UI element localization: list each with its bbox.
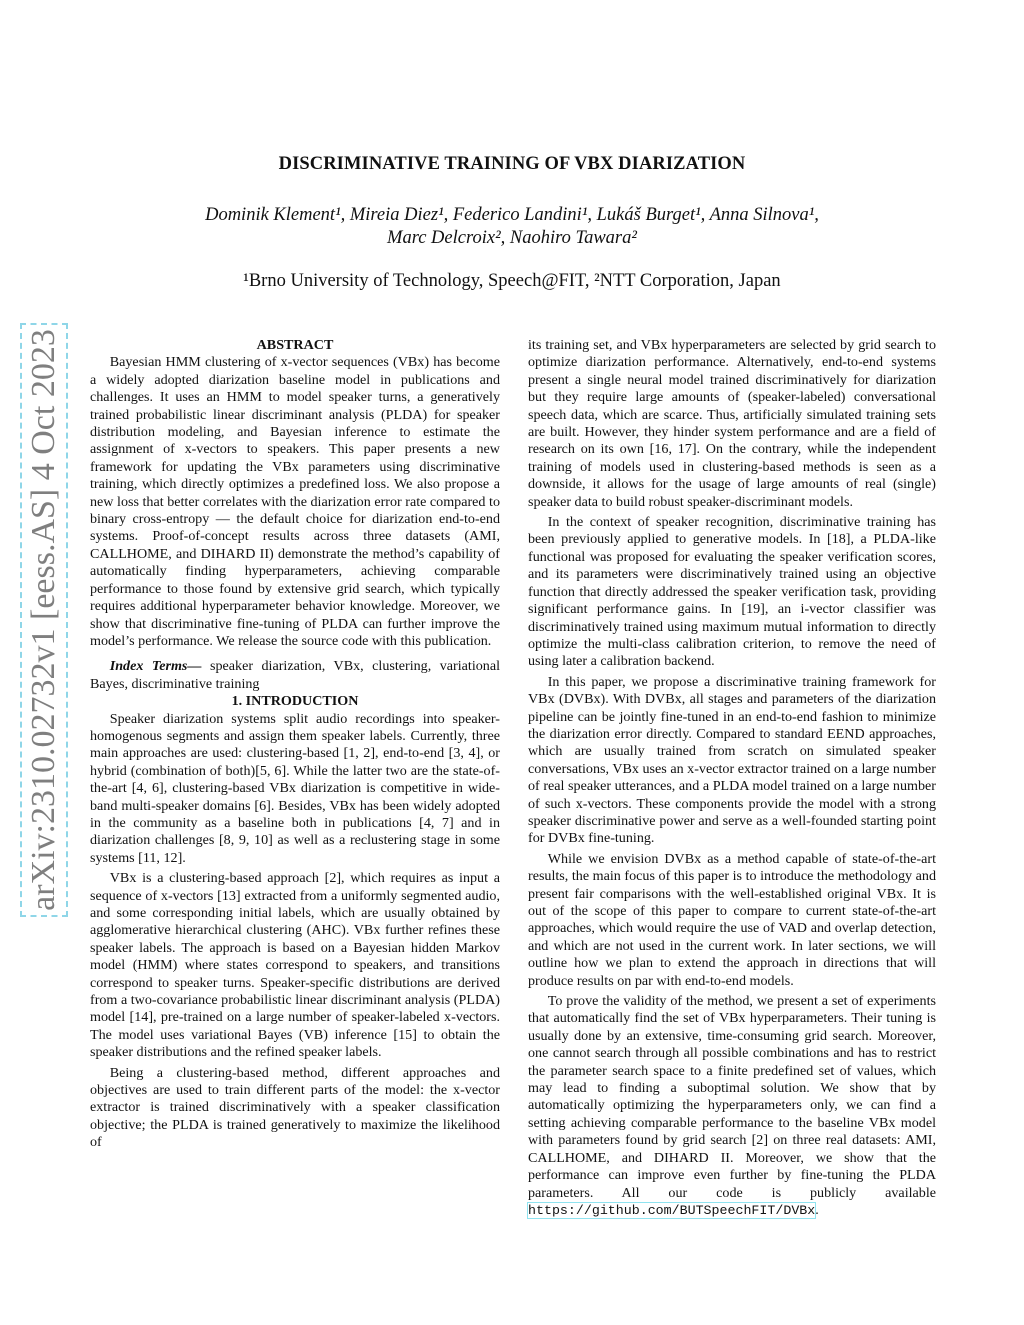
right-column [528, 337, 936, 1219]
index-terms-text: speaker diarization, VBx, clustering, variational Bayes, discriminative training [90, 658, 501, 692]
right-paragraph-3: In this paper, we propose a discriminative training framework for VBx (DVBx). With DVBx, all stages and parameters of the diarization pipeline can be jointly fine-tuned in an end-to-end fashion to minimize the diarization error directly. Compared to standard EEND approaches, which are usually trained from scratch on simulated speaker conversations, VBx uses an x-vector extractor trained on a large number of real speaker utterances, and a PLDA model trained on a large number of such x-vectors. These components provide the model with a strong speaker discriminative power and serve as a well-founded starting point for DVBx fine-tuning. [528, 673, 936, 847]
right-paragraph-2: In the context of speaker recognition, discriminative training has been previously applied to generative models. In [18], a PLDA-like functional was proposed for evaluating the speaker verification scores, and its parameters were discriminatively trained using an objective function that directly addressed the speaker verification task, providing significant performance gains. In [19], an i-vector classifier was discriminatively trained using maximum mutual information to directly optimize the multi-class calibration criterion, to remove the need of using later a calibration backend. [528, 514, 936, 670]
right-paragraph-1: its training set, and VBx hyperparameters are selected by grid search to optimize diarization performance. Alternatively, end-to-end systems present a single neural model trained discriminatively for diarization but they require large amounts of (speaker-labeled) conversational speech data, which are scarce. Thus, artificially simulated training sets are built. However, they hinder system performance and are a field of research on its own [16, 17]. On the contrary, while the independent training of models used in clustering-based methods is seen as a downside, it allows for the usage of large amounts of real (single) speaker data to build robust speaker-discriminant models. [528, 337, 936, 510]
arxiv-identifier[interactable]: arXiv:2310.02732v1 [eess.AS] 4 Oct 2023 [20, 323, 68, 917]
index-terms-label: Index Terms— [109, 658, 202, 675]
intro-paragraph-1: Speaker diarization systems split audio recordings into speaker-homogenous segments and assign them speaker labels. Currently, three main approaches are used: clustering-based [1, 2], end-to-end [3, 4], or hybrid (combination of both)[5, 6]. While the latter two are the state-of-the-art [4, 6], clustering-based VBx diarization is competitive in wide-band multi-speaker domains [6]. Besides, VBx has been widely adopted in the community as a baseline both in publications [4, 7] and in diarization challenges [8, 9, 10] as well as a reclustering stage in some systems [11, 12]. [90, 710, 500, 866]
affiliations: ¹Brno University of Technology, Speech@FIT, ²NTT Corporation, Japan [243, 271, 781, 291]
arxiv-stamp [20, 320, 68, 920]
link-trailing-period: . [815, 1201, 819, 1218]
index-terms [90, 658, 500, 693]
left-column [90, 337, 500, 1152]
abstract-text: Bayesian HMM clustering of x-vector sequences (VBx) has become a widely adopted diarization baseline model in publications and challenges. It uses an HMM to model speaker turns, a generatively trained probabilistic linear discriminant analysis (PLDA) for speaker distribution modeling, and Bayesian inference to estimate the assignment of x-vectors to speakers. This paper presents a new framework for updating the VBx parameters using discriminative training, which directly optimizes a predefined loss. We also propose a new loss that better correlates with the diarization error rate compared to binary cross-entropy — the default choice for diarization end-to-end systems. Proof-of-concept results across three datasets (AMI, CALLHOME, and DIHARD II) demonstrate the method’s capability of automatically finding hyperparameters, achieving comparable performance to those found by extensive grid search, which typically requires additional hyperparameter behavior knowledge. Moreover, we show that discriminative fine-tuning of PLDA can further improve the model’s performance. We release the source code with this publication. [90, 354, 500, 649]
authors-line-2: Marc Delcroix², Naohiro Tawara² [387, 228, 637, 248]
abstract-heading: ABSTRACT [256, 337, 334, 353]
right-paragraph-5-text: To prove the validity of the method, we present a set of experiments that automatically find the set of VBx hyperparameters. Their tuning is usually done by an extensive, time-consuming grid search. Moreover, one cannot search through all possible combinations and has to restrict the parameter search space to a finite predefined set of values, which may lead to finding a suboptimal solution. We show that by automatically optimizing the hyperparameters only, we can find a setting achieving comparable performance to the baseline VBx model with parameters found by grid search [2] on three real datasets: AMI, CALLHOME, and DIHARD II. Moreover, we show that the performance can improve even further by fine-tuning the PLDA parameters. All our code is publicly available [528, 993, 936, 1201]
right-paragraph-5 [528, 993, 936, 1219]
authors-line-1: Dominik Klement¹, Mireia Diez¹, Federico Landini¹, Lukáš Burget¹, Anna Silnova¹, [205, 205, 819, 225]
paper-title: DISCRIMINATIVE TRAINING OF VBX DIARIZATION [278, 154, 746, 174]
introduction-heading: 1. INTRODUCTION [231, 693, 359, 710]
code-repository-link[interactable]: https://github.com/BUTSpeechFIT/DVBx [528, 1202, 816, 1218]
intro-paragraph-3: Being a clustering-based method, different approaches and objectives are used to train different parts of the model: the x-vector extractor is trained discriminatively with a speaker classification objective; the PLDA is trained generatively to maximize the likelihood of [90, 1064, 500, 1151]
intro-paragraph-2: VBx is a clustering-based approach [2], which requires as input a sequence of x-vectors [13] extracted from a uniformly segmented audio, and some corresponding initial labels, which are usually obtained by agglomerative hierarchical clustering (AHC). VBx further refines these speaker labels. The approach is based on a Bayesian hidden Markov model (HMM) where states correspond to speakers, and transitions correspond to speaker turns. Speaker-specific distributions are derived from a two-covariance probabilistic linear discriminant analysis (PLDA) model [14], pre-trained on a large number of speaker-labeled x-vectors. The model uses variational Bayes (VB) inference [15] to obtain the speaker distributions and the refined speaker labels. [90, 870, 500, 1061]
author-list [0, 204, 1024, 250]
right-paragraph-4: While we envision DVBx as a method capable of state-of-the-art results, the main focus of this paper is to introduce the methodology and present fair comparisons with the well-established original VBx. It is out of the scope of this paper to compare to current state-of-the-art approaches, which would require the use of VAD and overlap detection, and which are not used in the current work. In later sections, we will outline how we plan to extend the approach in directions that will produce results on par with end-to-end models. [528, 850, 936, 989]
